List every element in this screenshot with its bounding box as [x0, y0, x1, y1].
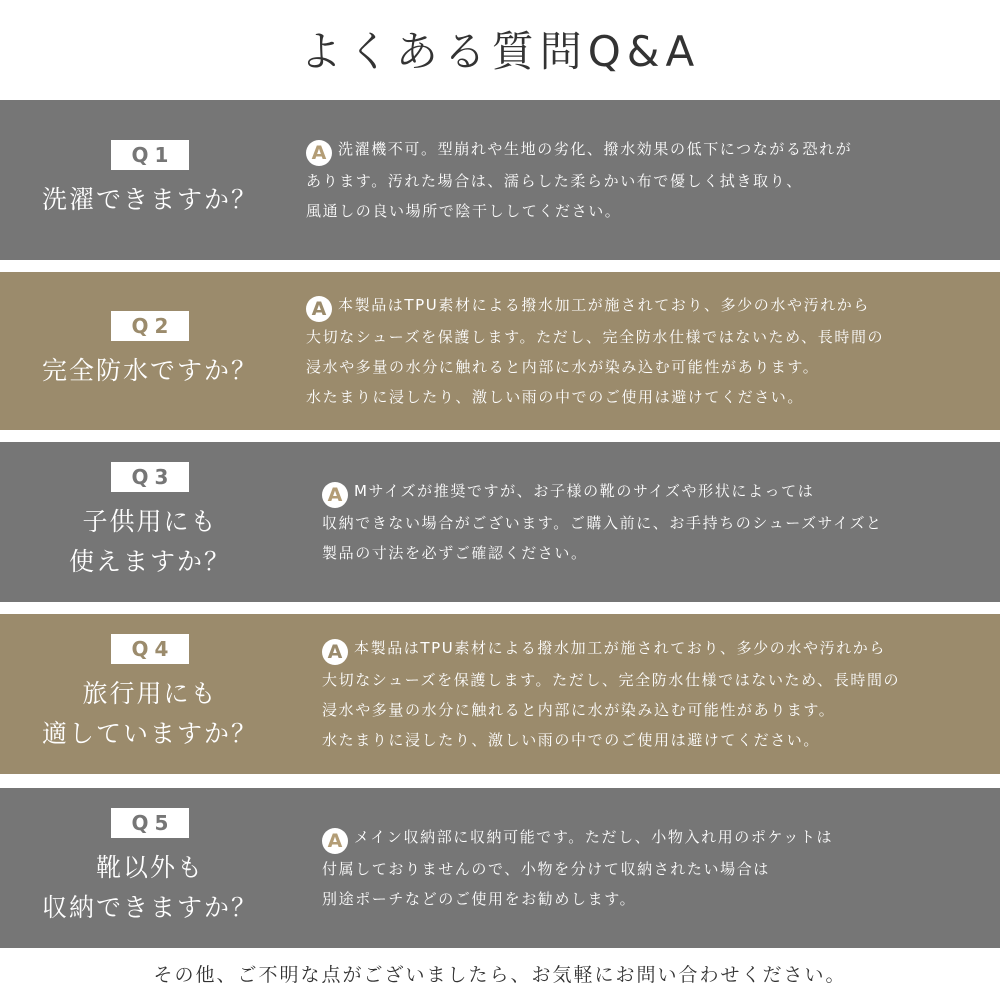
faq-item-3 — [0, 442, 1000, 602]
question-text: 子供用にも 使えますか？ — [68, 507, 231, 576]
answer-line: 大切なシューズを保護します。ただし、完全防水仕様ではないため、長時間の — [322, 671, 901, 689]
answer-line: 浸水や多量の水分に触れると内部に水が染み込む可能性があります。 — [306, 358, 820, 376]
answer-line: 大切なシューズを保護します。ただし、完全防水仕様ではないため、長時間の — [306, 328, 885, 346]
answer-line: A Mサイズが推奨ですが、お子様の靴のサイズや形状によっては — [322, 476, 883, 508]
answer-line: 水たまりに浸したり、激しい雨の中でのご使用は避けてください。 — [322, 731, 821, 749]
faq-item-4 — [0, 614, 1000, 774]
answer-line: 付属しておりませんので、小物を分けて収納されたい場合は — [322, 860, 770, 878]
answer-line: 風通しの良い場所で陰干ししてください。 — [306, 202, 622, 220]
answer-line: 製品の寸法を必ずご確認ください。 — [322, 544, 588, 562]
question-badge: Q4 — [111, 634, 189, 664]
question-badge: Q1 — [111, 140, 189, 170]
answer-line: 収納できない場合がございます。ご購入前に、お手持ちのシューズサイズと — [322, 514, 883, 532]
answer-line: 別途ポーチなどのご使用をお勧めします。 — [322, 890, 637, 908]
answer-line: A 洗濯機不可。型崩れや生地の劣化、撥水効果の低下につながる恐れが — [306, 134, 852, 166]
answer-line: A 本製品はTPU素材による撥水加工が施されており、多少の水や汚れから — [306, 290, 884, 322]
answer-line: あります。汚れた場合は、濡らした柔らかい布で優しく拭き取り、 — [306, 172, 803, 190]
footer-note: その他、ご不明な点がございましたら、お気軽にお問い合わせください。 — [153, 964, 847, 986]
answer-line: A 本製品はTPU素材による撥水加工が施されており、多少の水や汚れから — [322, 633, 900, 665]
answer-icon: A — [322, 828, 348, 854]
answer-icon: A — [306, 140, 332, 166]
faq-item-1 — [0, 100, 1000, 260]
faq-item-5 — [0, 788, 1000, 948]
answer-line: 浸水や多量の水分に触れると内部に水が染み込む可能性があります。 — [322, 701, 836, 719]
page-title: よくある質問Q&A — [299, 27, 701, 76]
question-text: 靴以外も 収納できますか？ — [41, 853, 258, 922]
question-badge: Q3 — [111, 462, 189, 492]
answer-icon: A — [306, 296, 332, 322]
faq-item-2 — [0, 272, 1000, 430]
answer-icon: A — [322, 482, 348, 508]
question-badge: Q5 — [111, 808, 189, 838]
question-text: 完全防水ですか？ — [41, 356, 258, 385]
answer-line: 水たまりに浸したり、激しい雨の中でのご使用は避けてください。 — [306, 388, 805, 406]
question-text: 洗濯できますか？ — [41, 185, 258, 214]
answer-icon: A — [322, 639, 348, 665]
question-badge: Q2 — [111, 311, 189, 341]
answer-line: A メイン収納部に収納可能です。ただし、小物入れ用のポケットは — [322, 822, 833, 854]
question-text: 旅行用にも 適していますか？ — [41, 679, 258, 748]
